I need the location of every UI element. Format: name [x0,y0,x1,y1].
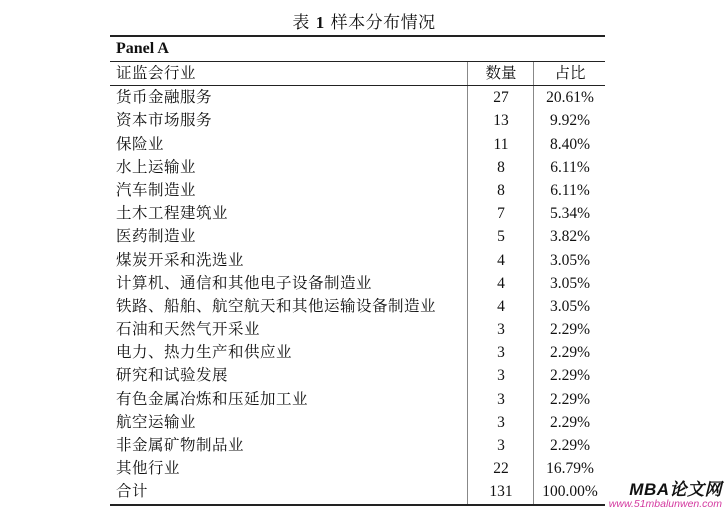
cell-industry: 航空运输业 [116,412,197,431]
cell-share: 2.29% [533,434,606,457]
table-row [110,109,605,132]
cell-industry: 水上运输业 [116,157,197,176]
table-row [110,225,605,248]
cell-industry: 非金属矿物制品业 [116,436,245,454]
cell-count: 4 [467,272,534,295]
table-header-row [110,62,605,85]
table-row [110,156,605,179]
header-count: 数量 [467,62,534,85]
sample-distribution-table [110,35,605,506]
table-row [110,86,605,109]
cell-count: 5 [467,225,534,248]
cell-share: 3.05% [533,272,606,295]
table-row [110,318,605,341]
cell-count: 7 [467,202,534,225]
header-industry: 证监会行业 [116,64,197,82]
cell-count: 8 [467,156,534,179]
table-row [110,364,605,387]
table-row [110,202,605,225]
cell-share: 3.05% [533,249,606,272]
cell-share: 3.05% [533,295,606,318]
cell-share: 20.61% [533,86,606,109]
cell-count: 4 [467,249,534,272]
cell-industry: 其他行业 [116,459,181,478]
table-caption [0,8,728,33]
cell-industry: 电力、热力生产和供应业 [116,343,293,362]
cell-count: 3 [467,341,534,364]
cell-count: 22 [467,457,534,480]
cell-industry: 计算机、通信和其他电子设备制造业 [116,273,373,292]
cell-count: 3 [467,318,534,341]
cell-count: 8 [467,179,534,202]
cell-industry: 货币金融服务 [116,88,213,107]
total-share: 100.00% [533,480,606,503]
cell-industry: 土木工程建筑业 [116,204,229,223]
cell-count: 3 [467,411,534,434]
table-total-row [110,480,605,503]
table-row [110,179,605,202]
table-row [110,434,605,457]
cell-share: 9.92% [533,109,606,132]
cell-industry: 铁路、船舶、航空航天和其他运输设备制造业 [116,296,437,315]
bottom-rule [110,504,605,506]
cell-industry: 医药制造业 [116,227,197,246]
cell-industry: 汽车制造业 [116,180,197,199]
cell-share: 2.29% [533,341,606,364]
table-row [110,457,605,480]
table-row [110,249,605,272]
cell-share: 8.40% [533,133,606,156]
cell-industry: 资本市场服务 [116,111,213,130]
cell-share: 5.34% [533,202,606,225]
site-watermark [609,481,722,510]
table-row [110,295,605,318]
table-row [110,388,605,411]
cell-industry: 保险业 [116,134,165,153]
caption-title: 样本分布情况 [330,13,436,33]
table-row [110,341,605,364]
cell-count: 3 [467,364,534,387]
table-body [110,86,605,480]
cell-industry: 有色金属冶炼和压延加工业 [116,389,309,408]
cell-count: 3 [467,434,534,457]
caption-prefix: 表 [292,13,310,33]
cell-industry: 研究和试验发展 [116,366,229,385]
panel-label: Panel A [116,40,169,57]
cell-count: 3 [467,388,534,411]
table-row [110,133,605,156]
cell-industry: 石油和天然气开采业 [116,320,261,339]
cell-count: 4 [467,295,534,318]
cell-share: 2.29% [533,411,606,434]
table-row [110,272,605,295]
cell-share: 6.11% [533,179,606,202]
cell-share: 2.29% [533,364,606,387]
cell-count: 11 [467,133,534,156]
cell-share: 2.29% [533,388,606,411]
cell-industry: 煤炭开采和洗选业 [116,250,245,269]
watermark-url: www.51mbalunwen.com [608,497,722,510]
cell-share: 6.11% [533,156,606,179]
cell-share: 16.79% [533,457,606,480]
cell-share: 2.29% [533,318,606,341]
table-row [110,411,605,434]
caption-number: 1 [315,13,325,32]
cell-count: 27 [467,86,534,109]
cell-share: 3.82% [533,225,606,248]
cell-count: 13 [467,109,534,132]
watermark-title: MBA论文网 [629,479,722,499]
total-count: 131 [467,480,534,503]
total-label: 合计 [116,482,149,501]
header-share: 占比 [533,62,606,85]
